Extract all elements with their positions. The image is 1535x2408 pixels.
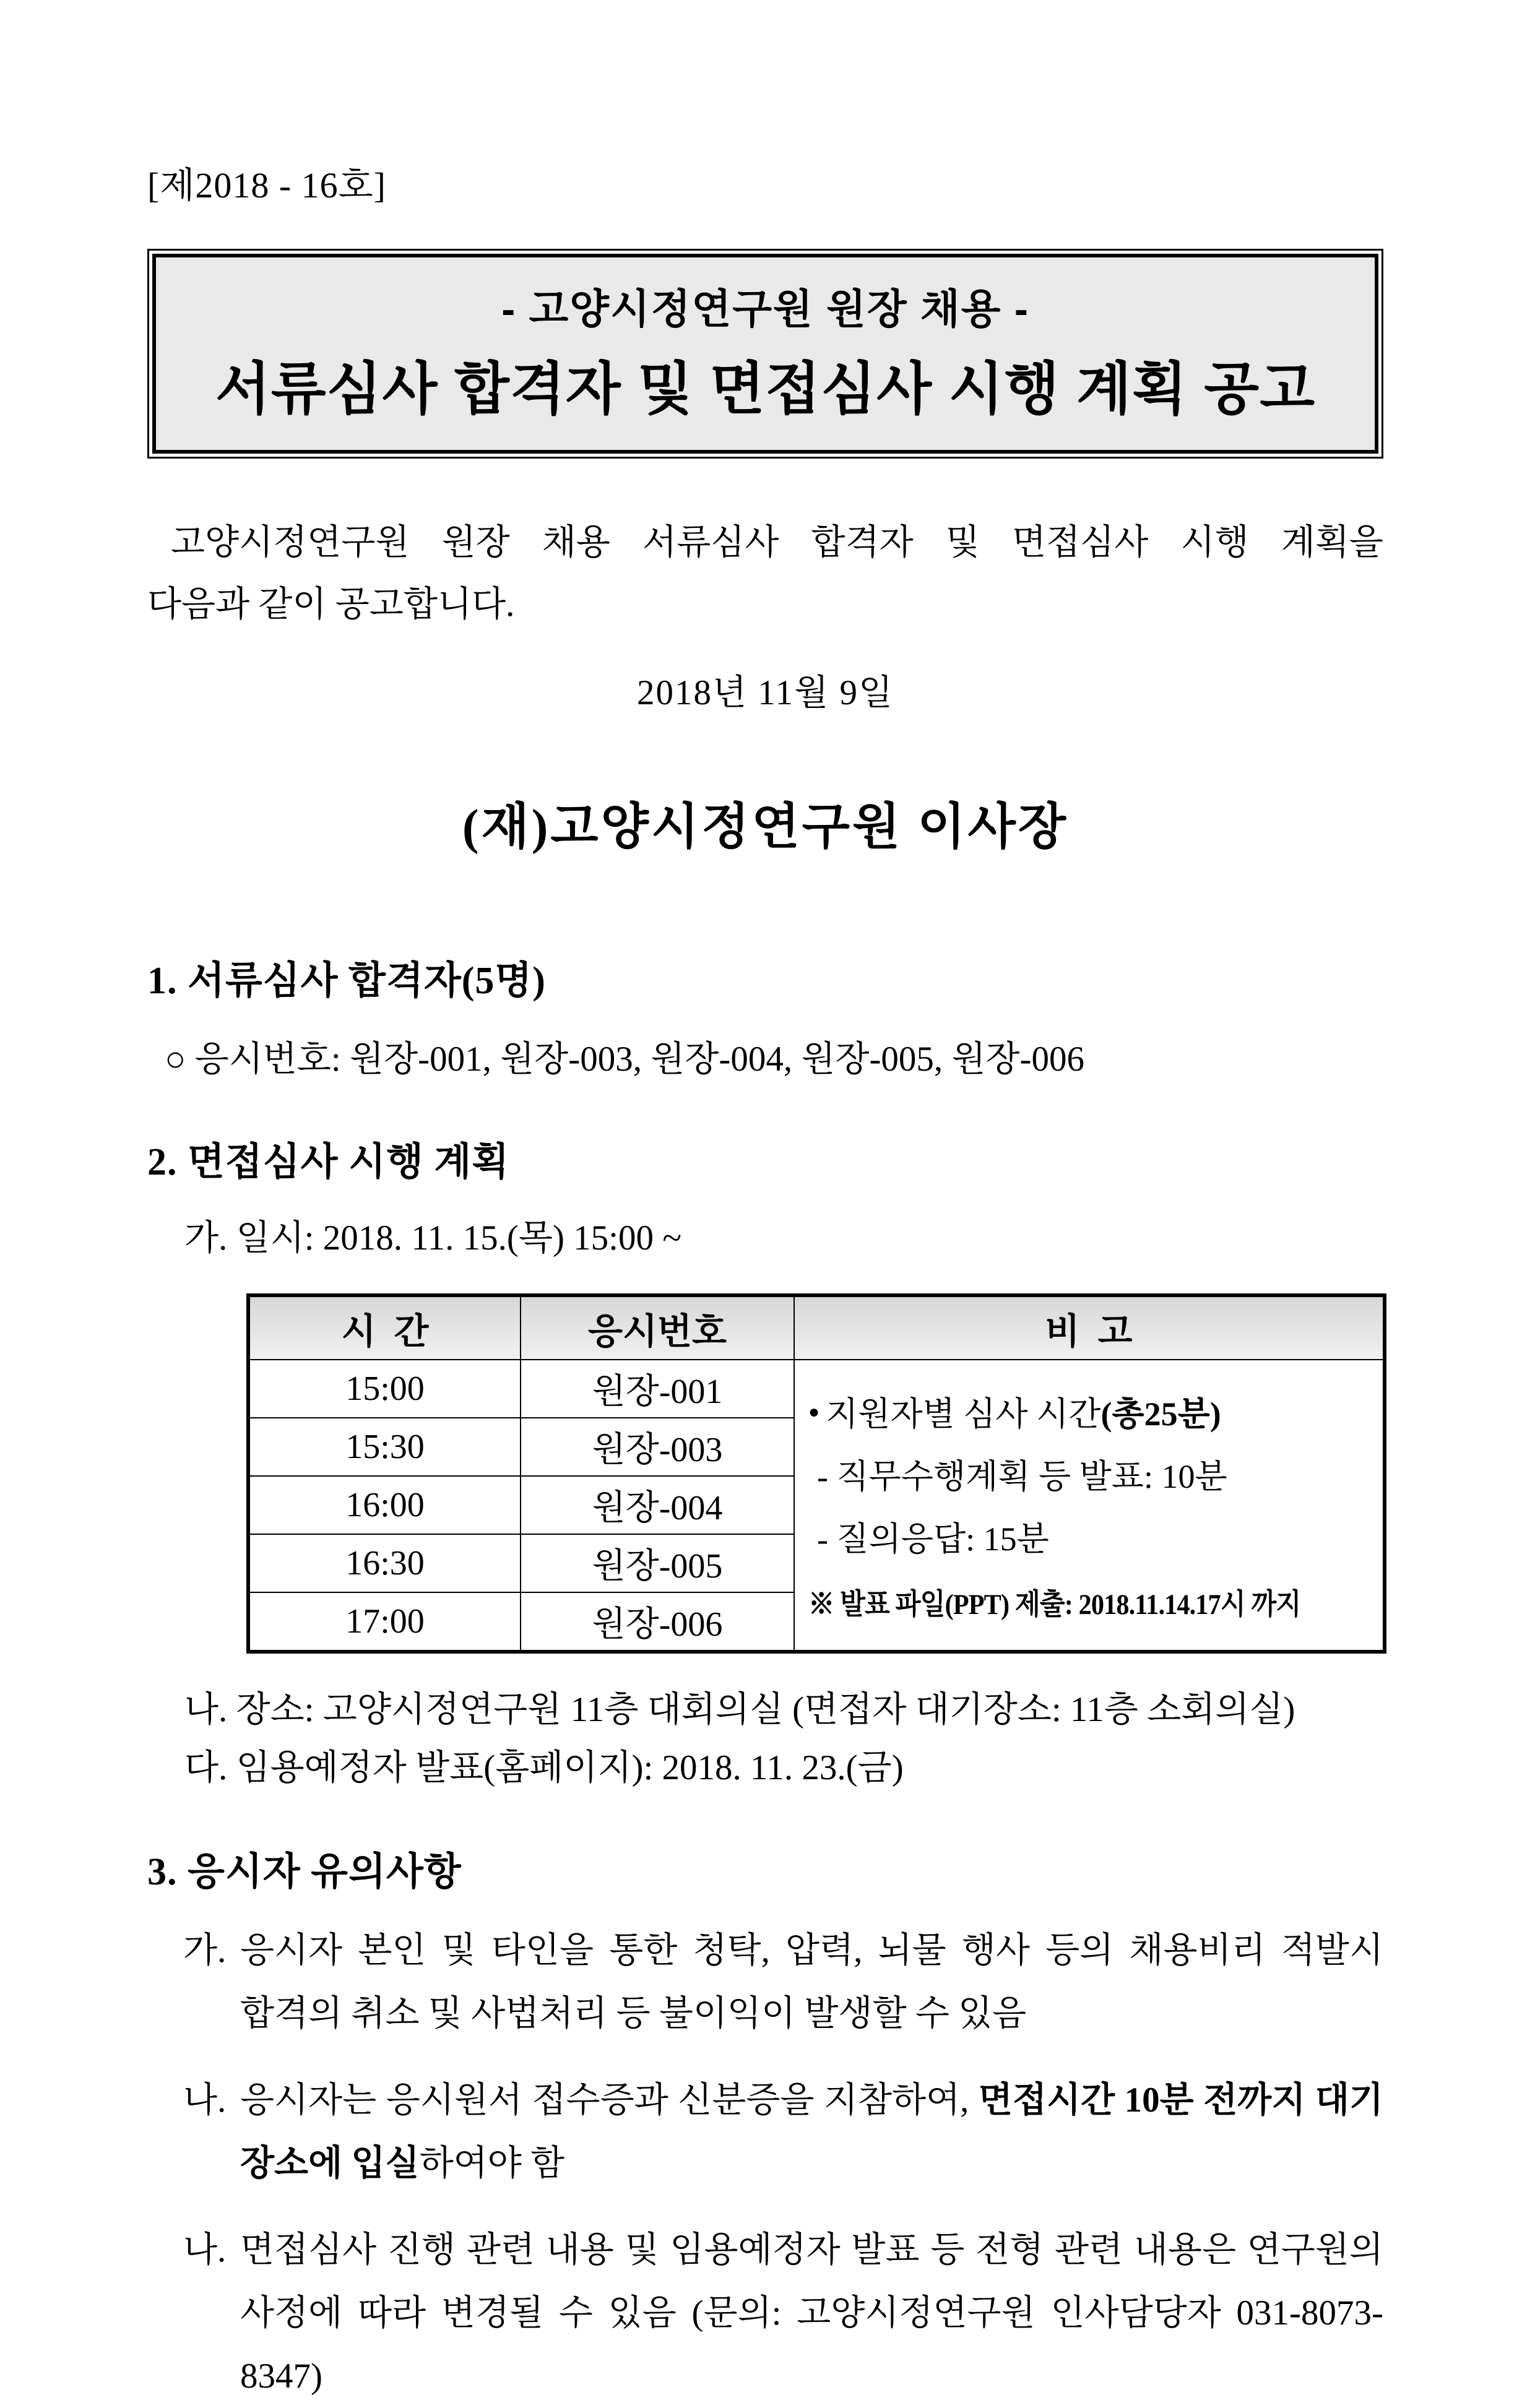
- interview-schedule-table: [246, 1293, 1386, 1654]
- signer-title: (재)고양시정연구원 이사장: [462, 800, 1069, 855]
- notice-item-body: [240, 2219, 1383, 2408]
- notice-text-bold: 면접시간 10분 전까지 대기: [978, 2081, 1383, 2120]
- table-row: [248, 1360, 1385, 1418]
- notice-item-2: [147, 2069, 1383, 2195]
- title-box-inner: [152, 254, 1378, 454]
- column-header-time: 시 간: [248, 1295, 521, 1360]
- notice-line: 면접심사 진행 관련 내용 및 임용예정자 발표 등 전형 관련 내용은 연구원의: [240, 2230, 1383, 2269]
- notice-item-1: [147, 1919, 1383, 2045]
- cell-number: 원장-001: [521, 1360, 794, 1418]
- column-header-number: 응시번호: [521, 1295, 794, 1360]
- announcement-date: 2018년 11월 9일: [636, 673, 894, 712]
- section2-heading: 2. 면접심사 시행 계획: [147, 1141, 510, 1183]
- section1-applicant-numbers: ○ 응시번호: 원장-001, 원장-003, 원장-004, 원장-005, 원장-006: [165, 1040, 1085, 1079]
- cell-time: 16:30: [248, 1534, 521, 1592]
- notice-item-body: [240, 2069, 1383, 2195]
- notice-text: 응시자는 응시원서 접수증과 신분증을 지참하여,: [240, 2081, 979, 2120]
- bullet-icon: ●: [808, 1402, 820, 1422]
- notice-item-3: [147, 2219, 1383, 2408]
- notice-item-label: 나.: [183, 2081, 227, 2120]
- notice-line: [240, 2069, 1383, 2132]
- remark-sub-qna: - 질의응답: 15분: [817, 1521, 1049, 1558]
- remark-sub-presentation: - 직무수행계획 등 발표: 10분: [817, 1458, 1227, 1495]
- cell-time: 16:00: [248, 1476, 521, 1534]
- cell-time: 17:00: [248, 1592, 521, 1652]
- section3-heading: 3. 응시자 유의사항: [147, 1851, 462, 1893]
- notice-line: 합격의 취소 및 사법처리 등 불이익이 발생할 수 있음: [240, 1994, 1027, 2033]
- section1-heading: 1. 서류심사 합격자(5명): [147, 960, 546, 1002]
- notice-line: 응시자 본인 및 타인을 통한 청탁, 압력, 뇌물 행사 등의 채용비리 적발시: [240, 1931, 1383, 1970]
- title-subtitle: - 고양시정연구원 원장 채용 -: [501, 286, 1029, 332]
- cell-number: 원장-005: [521, 1534, 794, 1592]
- doc-number: [제2018 - 16호]: [147, 165, 386, 205]
- notice-line: 사정에 따라 변경될 수 있음 (문의: 고양시정연구원 인사담당자 031-8073-8347): [240, 2294, 1383, 2396]
- section2-item-datetime: 가. 일시: 2018. 11. 15.(목) 15:00 ~: [184, 1219, 682, 1258]
- notice-text: 하여야 함: [419, 2144, 565, 2183]
- remark-main-bold: (총25분): [1100, 1396, 1221, 1433]
- cell-time: 15:30: [248, 1418, 521, 1476]
- section2-item-result-date: 다. 임용예정자 발표(홈페이지): 2018. 11. 23.(금): [184, 1748, 904, 1787]
- remark-main-line: [808, 1387, 1378, 1435]
- intro-paragraph: [147, 512, 1383, 636]
- notice-item-body: [240, 1919, 1383, 2045]
- table-header-row: [248, 1295, 1385, 1360]
- notice-line: [240, 2132, 1383, 2195]
- notice-item-label: 가.: [183, 1931, 227, 1970]
- column-header-remark: 비 고: [794, 1295, 1385, 1360]
- cell-time: 15:00: [248, 1360, 521, 1418]
- title-box: [147, 249, 1383, 459]
- title-main: 서류심사 합격자 및 면접심사 시행 계획 공고: [215, 358, 1316, 421]
- notice-text-bold: 장소에 입실: [240, 2144, 420, 2183]
- intro-line-2: 다음과 같이 공고합니다.: [147, 585, 515, 624]
- intro-line-1: 고양시정연구원 원장 채용 서류심사 합격자 및 면접심사 시행 계획을: [171, 523, 1383, 562]
- section2-item-place: 나. 장소: 고양시정연구원 11층 대회의실 (면접자 대기장소: 11층 소회의실): [184, 1690, 1295, 1729]
- notice-item-label: 나.: [183, 2230, 227, 2269]
- remark-main-text: 지원자별 심사 시간: [826, 1396, 1101, 1433]
- cell-number: 원장-004: [521, 1476, 794, 1534]
- cell-number: 원장-006: [521, 1592, 794, 1652]
- remark-ppt-deadline: ※ 발표 파일(PPT) 제출: 2018.11.14.17시 까지: [808, 1589, 1301, 1621]
- remark-cell: [794, 1360, 1385, 1652]
- cell-number: 원장-003: [521, 1418, 794, 1476]
